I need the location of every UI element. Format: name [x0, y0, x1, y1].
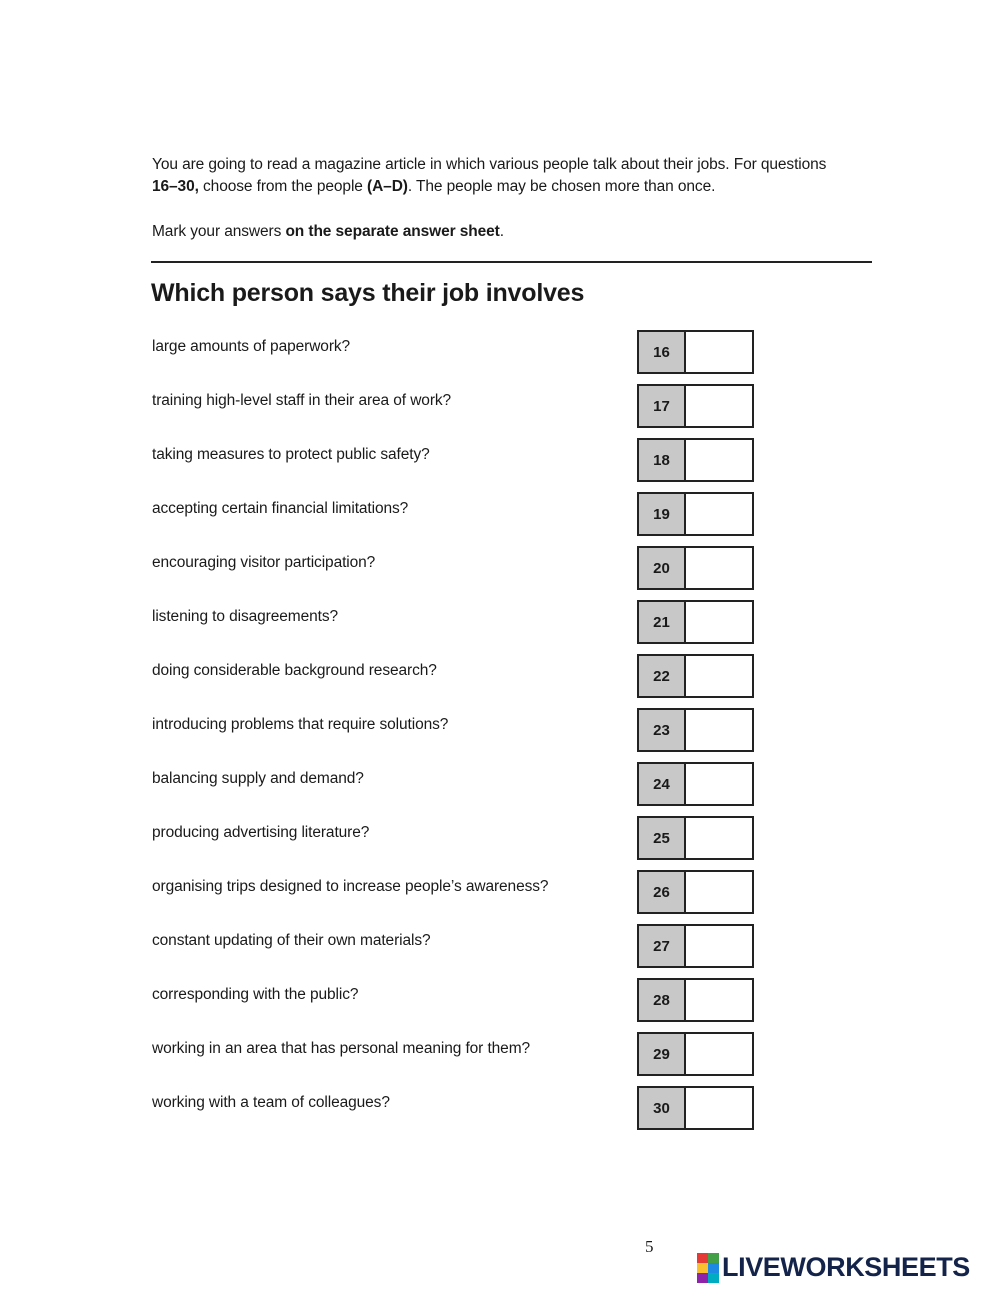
question-row: [0, 600, 1000, 644]
question-number: 27: [639, 926, 686, 966]
logo-tile: [708, 1263, 719, 1273]
question-number: 18: [639, 440, 686, 480]
question-number: 19: [639, 494, 686, 534]
mark-text-c: .: [499, 223, 504, 240]
answer-field[interactable]: [686, 926, 752, 966]
question-number: 16: [639, 332, 686, 372]
answer-field[interactable]: [686, 710, 752, 750]
question-number: 22: [639, 656, 686, 696]
answer-field[interactable]: [686, 494, 752, 534]
question-text: taking measures to protect public safety?: [152, 446, 430, 463]
answer-box: [637, 708, 754, 752]
people-range: (A–D): [367, 178, 408, 195]
question-number: 29: [639, 1034, 686, 1074]
answer-box: [637, 546, 754, 590]
answer-box: [637, 762, 754, 806]
question-text: balancing supply and demand?: [152, 770, 364, 787]
question-number: 26: [639, 872, 686, 912]
question-row: [0, 1032, 1000, 1076]
answer-field[interactable]: [686, 332, 752, 372]
question-number: 28: [639, 980, 686, 1020]
question-row: [0, 762, 1000, 806]
question-text: corresponding with the public?: [152, 986, 359, 1003]
liveworksheets-icon: [697, 1253, 719, 1283]
answer-box: [637, 870, 754, 914]
mark-text-a: Mark your answers: [152, 223, 286, 240]
question-row: [0, 384, 1000, 428]
question-range: 16–30,: [152, 178, 199, 195]
question-text: introducing problems that require solutions?: [152, 716, 449, 733]
question-number: 24: [639, 764, 686, 804]
answer-field[interactable]: [686, 602, 752, 642]
answer-box: [637, 654, 754, 698]
instructions-line-1: You are going to read a magazine article in which various people talk about their jobs. For questions: [152, 156, 827, 173]
question-number: 23: [639, 710, 686, 750]
liveworksheets-wordmark: LIVEWORKSHEETS: [722, 1252, 970, 1282]
question-row: [0, 924, 1000, 968]
question-text: encouraging visitor participation?: [152, 554, 376, 571]
answer-field[interactable]: [686, 980, 752, 1020]
question-row: [0, 438, 1000, 482]
answer-box: [637, 330, 754, 374]
logo-tile: [708, 1273, 719, 1283]
liveworksheets-logo: [697, 1252, 970, 1283]
question-row: [0, 1086, 1000, 1130]
section-heading: Which person says their job involves: [151, 279, 585, 307]
answer-box: [637, 492, 754, 536]
question-row: [0, 978, 1000, 1022]
answer-field[interactable]: [686, 872, 752, 912]
question-text: working with a team of colleagues?: [152, 1094, 390, 1111]
question-number: 21: [639, 602, 686, 642]
answer-box: [637, 438, 754, 482]
answer-field[interactable]: [686, 548, 752, 588]
instructions-line-2b: . The people may be chosen more than once.: [407, 178, 716, 195]
question-row: [0, 654, 1000, 698]
answer-field[interactable]: [686, 386, 752, 426]
question-text: producing advertising literature?: [152, 824, 370, 841]
question-number: 17: [639, 386, 686, 426]
logo-tile: [697, 1253, 708, 1263]
answer-box: [637, 924, 754, 968]
answer-field[interactable]: [686, 440, 752, 480]
question-number: 30: [639, 1088, 686, 1128]
answer-box: [637, 978, 754, 1022]
question-text: training high-level staff in their area of work?: [152, 392, 452, 409]
question-text: constant updating of their own materials?: [152, 932, 431, 949]
answer-field[interactable]: [686, 1034, 752, 1074]
answer-box: [637, 384, 754, 428]
question-row: [0, 870, 1000, 914]
logo-tile: [697, 1273, 708, 1283]
answer-box: [637, 1086, 754, 1130]
answer-field[interactable]: [686, 764, 752, 804]
answer-field[interactable]: [686, 656, 752, 696]
question-row: [0, 708, 1000, 752]
answer-field[interactable]: [686, 1088, 752, 1128]
question-text: large amounts of paperwork?: [152, 338, 351, 355]
page-number: 5: [645, 1237, 654, 1256]
question-text: doing considerable background research?: [152, 662, 437, 679]
question-row: [0, 330, 1000, 374]
question-text: listening to disagreements?: [152, 608, 338, 625]
question-row: [0, 492, 1000, 536]
question-text: accepting certain financial limitations?: [152, 500, 409, 517]
question-row: [0, 816, 1000, 860]
answer-box: [637, 1032, 754, 1076]
question-number: 20: [639, 548, 686, 588]
mark-text-bold: on the separate answer sheet: [285, 223, 500, 240]
question-text: organising trips designed to increase people’s awareness?: [152, 878, 549, 895]
answer-field[interactable]: [686, 818, 752, 858]
question-text: working in an area that has personal meaning for them?: [152, 1040, 531, 1057]
question-row: [0, 546, 1000, 590]
question-number: 25: [639, 818, 686, 858]
answer-box: [637, 816, 754, 860]
answer-box: [637, 600, 754, 644]
instructions-line-2a: choose from the people: [198, 178, 368, 195]
logo-tile: [708, 1253, 719, 1263]
logo-tile: [697, 1263, 708, 1273]
